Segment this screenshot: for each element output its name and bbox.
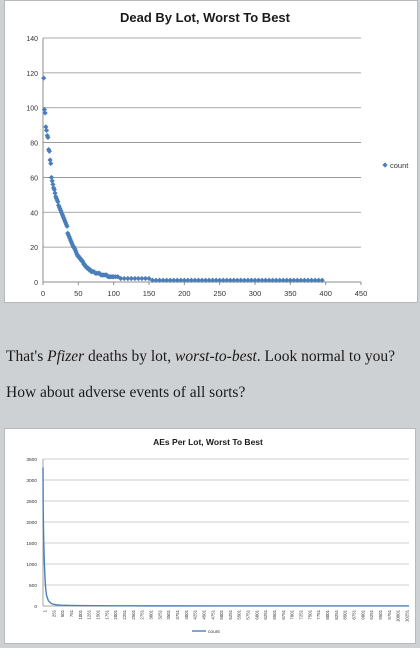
- x-tick-label: 8001: [325, 610, 331, 620]
- y-tick-label: 100: [26, 105, 38, 113]
- deaths-chart-svg: [5, 1, 417, 302]
- y-tick-label: 40: [30, 210, 38, 218]
- x-tick-label: 200: [178, 289, 191, 298]
- x-tick-label: 4751: [210, 610, 216, 620]
- x-tick-label: 300: [248, 289, 262, 298]
- paragraph-adverse-events: How about adverse events of all sorts?: [6, 384, 246, 401]
- x-tick-label: 3251: [157, 610, 163, 620]
- y-tick-label: 140: [26, 36, 38, 43]
- y-tick-label: 2500: [26, 500, 37, 505]
- y-tick-label: 0: [34, 280, 38, 287]
- deaths-by-lot-chart: [4, 0, 418, 303]
- x-tick-label: 1: [42, 610, 48, 613]
- legend-marker: [382, 162, 387, 167]
- x-tick-label: 9501: [378, 610, 384, 620]
- x-tick-label: 9251: [369, 610, 375, 620]
- x-tick-label: 2251: [121, 610, 127, 620]
- x-tick-label: 3751: [174, 610, 180, 620]
- text-pfizer: Pfizer: [47, 348, 85, 365]
- x-tick-label: 5751: [245, 610, 251, 620]
- x-tick-label: 10001: [395, 610, 401, 622]
- y-tick-label: 120: [26, 70, 38, 78]
- x-tick-label: 7501: [307, 610, 313, 620]
- x-tick-label: 4001: [183, 610, 189, 620]
- x-tick-label: 400: [319, 289, 332, 298]
- x-tick-label: 8751: [351, 610, 357, 620]
- paragraph-deaths: [6, 348, 395, 366]
- x-tick-label: 3001: [148, 610, 154, 620]
- x-tick-label: 2501: [130, 610, 136, 620]
- y-tick-label: 3500: [26, 458, 37, 463]
- y-tick-label: 2000: [26, 521, 37, 526]
- x-tick-label: 350: [284, 289, 297, 298]
- x-tick-label: 0: [40, 289, 46, 298]
- y-tick-label: 1000: [26, 563, 37, 568]
- data-point: [41, 75, 46, 80]
- x-tick-label: 5001: [219, 610, 225, 620]
- x-tick-label: 7001: [289, 610, 295, 620]
- y-tick-label: 60: [30, 175, 38, 183]
- x-tick-label: 10251: [404, 610, 410, 622]
- text-b: deaths by lot,: [84, 348, 175, 365]
- x-tick-label: 6001: [254, 610, 260, 620]
- x-tick-label: 1751: [104, 610, 110, 620]
- y-tick-label: 1500: [26, 542, 37, 547]
- x-tick-label: 250: [213, 289, 226, 298]
- x-tick-label: 7251: [298, 610, 304, 620]
- x-tick-label: 8251: [333, 610, 339, 620]
- x-tick-label: 6501: [272, 610, 278, 620]
- x-tick-label: 50: [74, 289, 83, 298]
- x-tick-label: 2001: [113, 610, 119, 620]
- x-tick-label: 501: [60, 610, 66, 618]
- data-point: [44, 128, 49, 133]
- x-tick-label: 450: [354, 289, 368, 298]
- y-tick-label: 3000: [26, 479, 37, 484]
- text-worst-to-best: worst-to-best: [174, 348, 257, 365]
- x-tick-label: 5501: [236, 610, 242, 620]
- x-tick-label: 5251: [227, 610, 233, 620]
- x-tick-label: 8501: [342, 610, 348, 620]
- y-tick-label: 0: [34, 605, 37, 610]
- legend-label: count: [208, 630, 220, 635]
- aes-chart-svg: [5, 429, 415, 643]
- y-tick-label: 80: [30, 140, 38, 148]
- data-point: [48, 161, 53, 166]
- legend-label: count: [390, 161, 409, 170]
- chart-title: Dead By Lot, Worst To Best: [120, 10, 290, 25]
- x-tick-label: 1251: [86, 610, 92, 620]
- x-tick-label: 150: [142, 289, 156, 298]
- x-tick-label: 2751: [139, 610, 145, 620]
- x-tick-label: 7751: [316, 610, 322, 620]
- x-tick-label: 4251: [192, 610, 198, 620]
- y-tick-label: 20: [30, 245, 38, 253]
- chart-title: AEs Per Lot, Worst To Best: [153, 437, 263, 447]
- x-tick-label: 1001: [77, 610, 83, 620]
- x-tick-label: 100: [107, 289, 120, 298]
- x-tick-label: 3501: [166, 610, 172, 620]
- x-tick-label: 6751: [280, 610, 286, 620]
- x-tick-label: 9751: [386, 610, 392, 620]
- x-tick-label: 751: [68, 610, 74, 618]
- x-tick-label: 9001: [360, 610, 366, 620]
- x-tick-label: 4501: [201, 610, 207, 620]
- x-tick-label: 6251: [263, 610, 269, 620]
- aes-per-lot-chart: [4, 428, 416, 644]
- text-a: That's: [6, 348, 48, 365]
- x-tick-label: 251: [51, 610, 57, 618]
- y-tick-label: 500: [28, 584, 37, 589]
- text-c: . Look normal to you?: [256, 348, 395, 365]
- x-tick-label: 1501: [95, 610, 101, 620]
